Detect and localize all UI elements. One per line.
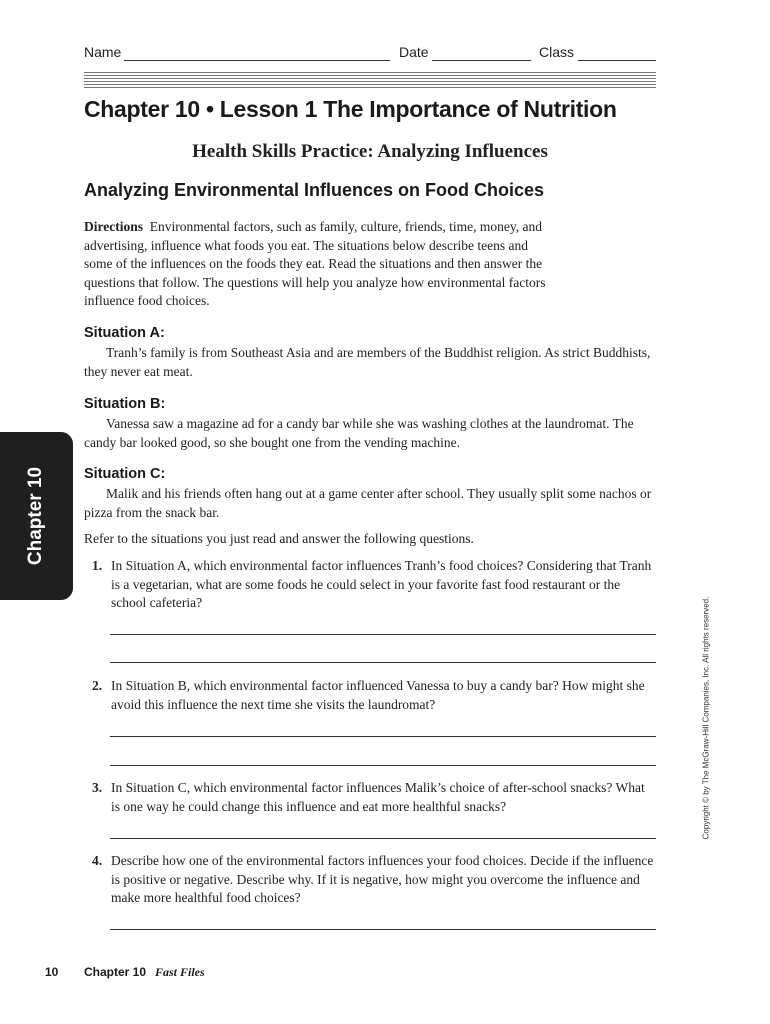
answer-line[interactable]: [110, 662, 656, 663]
page-number: 10: [45, 965, 59, 979]
section-title: Analyzing Environmental Influences on Food Choices: [84, 180, 545, 200]
situation-a-text: Tranh’s family is from Southeast Asia and are members of the Buddhist religion. As strict Buddhists, they never eat meat.: [84, 345, 651, 379]
question-4: [84, 852, 656, 908]
name-label: Name: [84, 44, 122, 60]
question-3-number: 3.: [92, 780, 103, 795]
situation-c-text: Malik and his friends often hang out at a game center after school. They usually split some nachos or pizza from the snack bar.: [84, 486, 652, 520]
answer-line[interactable]: [110, 765, 656, 766]
chapter-side-tab-label: Chapter 10: [25, 466, 46, 566]
footer-book-title: Fast Files: [155, 965, 205, 979]
directions-text: Environmental factors, such as family, culture, friends, time, money, and advertising, influence what foods you eat. The situations below describe teens and some of the influences on the foods they eat. Read the situations and then answer the questions that follow. The questions will help you analyze how environmental factors influence food choices.: [84, 219, 546, 308]
question-1-text: In Situation A, which environmental factor influences Tranh’s food choices? Considering that Tranh is a vegetarian, what are some foods he could select in your favorite fast food restaurant or the school cafeteria?: [111, 558, 652, 610]
situation-b-text: Vanessa saw a magazine ad for a candy bar while she was washing clothes at the laundromat. The candy bar looked good, so she bought one from the vending machine.: [84, 416, 634, 450]
footer-chapter: Chapter 10: [84, 965, 147, 979]
question-4-number: 4.: [92, 853, 103, 868]
answer-line[interactable]: [110, 929, 656, 930]
answer-line[interactable]: [110, 838, 656, 839]
question-1-number: 1.: [92, 558, 103, 573]
question-2: [84, 677, 656, 714]
question-2-text: In Situation B, which environmental factor influenced Vanessa to buy a candy bar? How might she avoid this influence the next time she visits the laundromat?: [111, 678, 645, 712]
class-label: Class: [539, 44, 575, 60]
question-3-text: In Situation C, which environmental factor influences Malik’s choice of after-school snacks? What is one way he could change this influence and eat more healthful snacks?: [111, 780, 645, 814]
date-field-line[interactable]: [432, 60, 531, 61]
chapter-title: Chapter 10 • Lesson 1 The Importance of Nutrition: [84, 96, 617, 122]
worksheet-subtitle: Health Skills Practice: Analyzing Influences: [192, 141, 548, 162]
answer-line[interactable]: [110, 634, 656, 635]
situation-c-heading: Situation C:: [84, 466, 166, 482]
situation-b-heading: Situation B:: [84, 396, 166, 412]
date-label: Date: [399, 44, 429, 60]
class-field-line[interactable]: [578, 60, 656, 61]
directions-label: Directions: [84, 219, 143, 234]
name-field-line[interactable]: [124, 60, 390, 61]
situation-a-heading: Situation A:: [84, 325, 165, 341]
directions-paragraph: [84, 218, 559, 311]
instruction-text: Refer to the situations you just read and answer the following questions.: [84, 531, 474, 546]
answer-line[interactable]: [110, 736, 656, 737]
copyright-notice: Copyright © by The McGraw-Hill Companies, Inc. All rights reserved.: [701, 596, 711, 840]
question-1: [84, 557, 656, 613]
question-3: [84, 779, 656, 816]
question-2-number: 2.: [92, 678, 103, 693]
question-4-text: Describe how one of the environmental factors influences your food choices. Decide if the influence is positive or negative. Describe why. If it is negative, how might you overcome the influence and make more healthful food choices?: [111, 853, 654, 905]
chapter-side-tab: [0, 432, 73, 600]
